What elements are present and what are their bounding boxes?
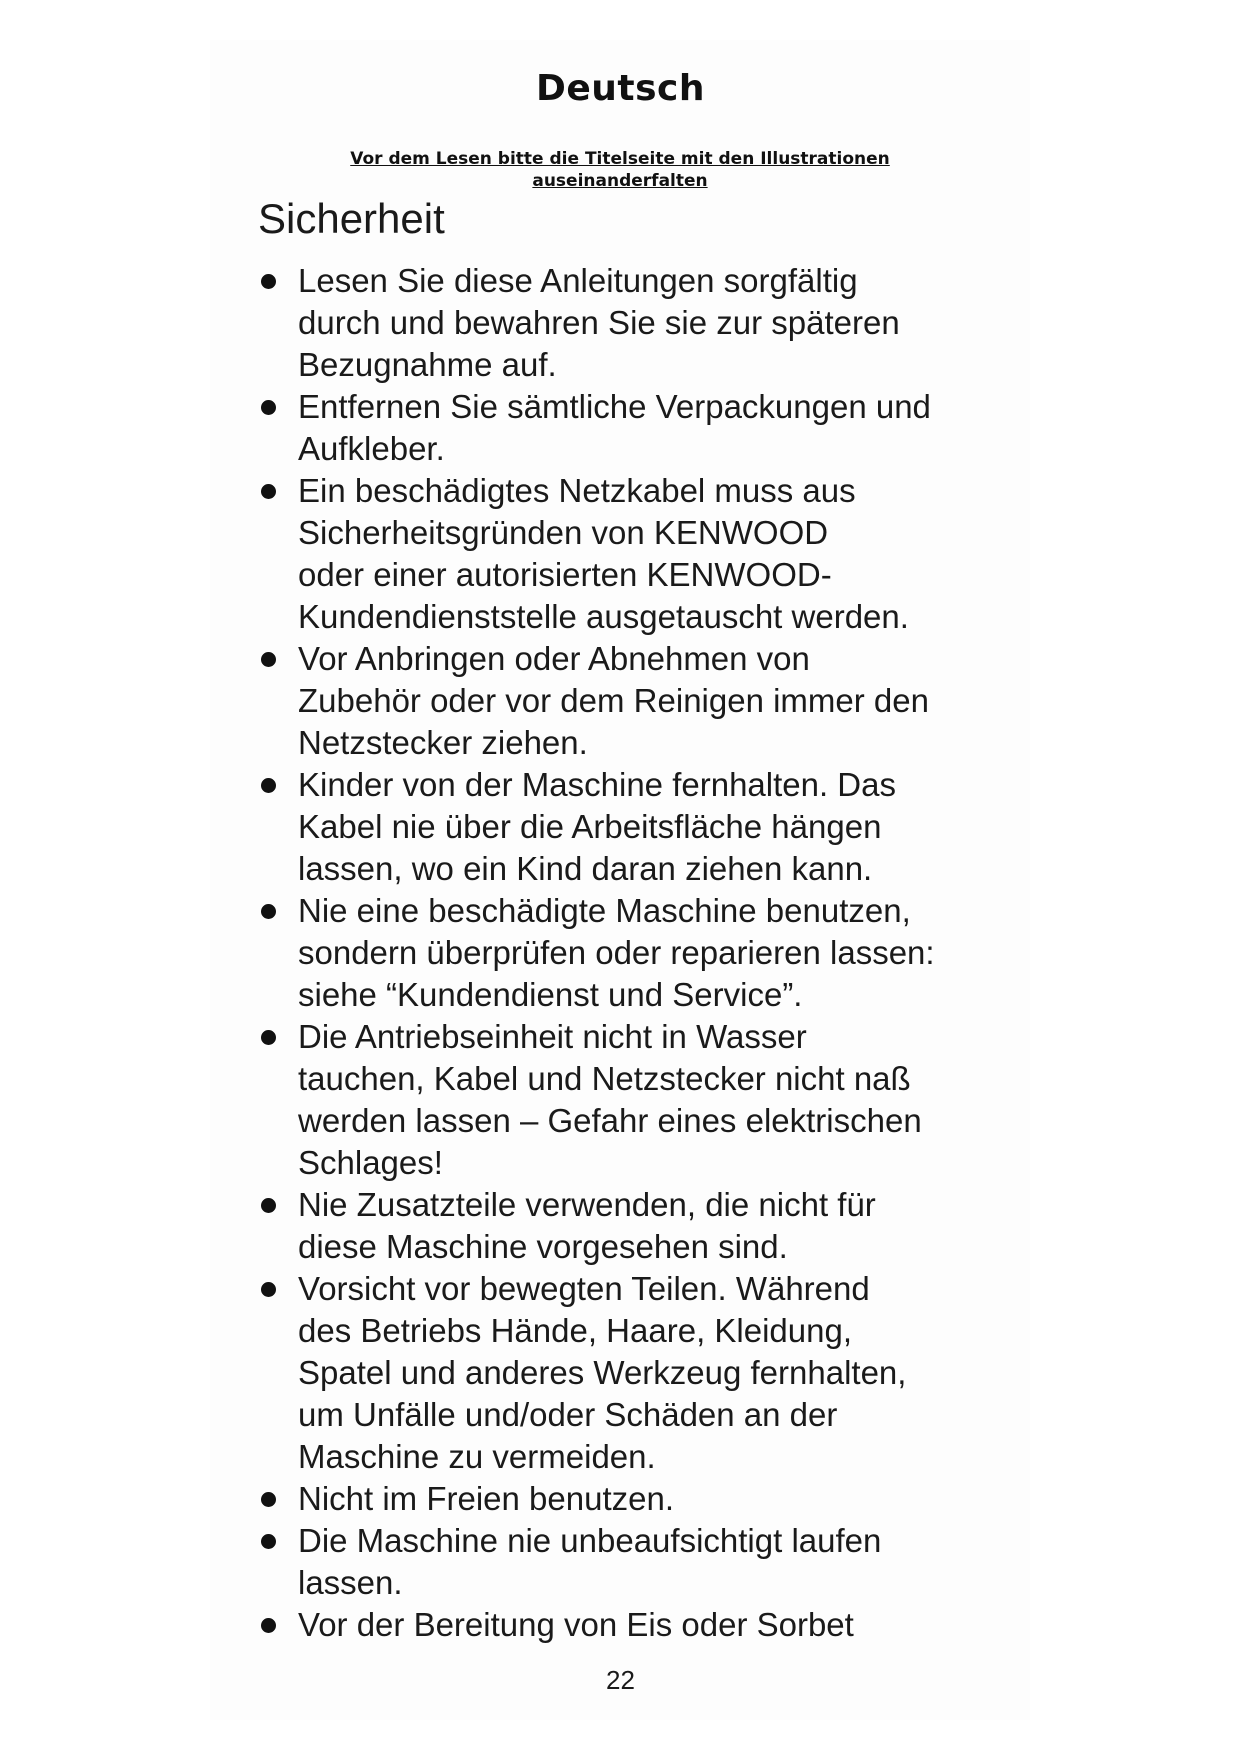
bullet-dot-icon — [261, 1030, 276, 1045]
safety-item — [258, 638, 1018, 764]
safety-item-line: Aufkleber. — [298, 430, 445, 467]
safety-item-line: tauchen, Kabel und Netzstecker nicht naß — [298, 1060, 911, 1097]
safety-item — [258, 1016, 1018, 1184]
safety-item-line: Kabel nie über die Arbeitsfläche hängen — [298, 808, 882, 845]
safety-item-line: Kundendienststelle ausgetauscht werden. — [298, 598, 909, 635]
page-number: 22 — [606, 1665, 635, 1695]
safety-item-line: Vor Anbringen oder Abnehmen von — [298, 640, 810, 677]
safety-item-line: Vorsicht vor bewegten Teilen. Während — [298, 1270, 870, 1307]
safety-item-line: des Betriebs Hände, Haare, Kleidung, — [298, 1312, 853, 1349]
safety-item — [258, 1478, 1018, 1520]
safety-item-line: Vor der Bereitung von Eis oder Sorbet — [298, 1606, 854, 1643]
bullet-dot-icon — [261, 778, 276, 793]
safety-item-line: Die Maschine nie unbeaufsichtigt laufen — [298, 1522, 882, 1559]
notice-line-1: Vor dem Lesen bitte die Titelseite mit den Illustrationen — [350, 149, 890, 169]
safety-item — [258, 764, 1018, 890]
safety-item-line: Kinder von der Maschine fernhalten. Das — [298, 766, 896, 803]
safety-item-line: lassen. — [298, 1564, 403, 1601]
safety-item-line: werden lassen – Gefahr eines elektrischen — [298, 1102, 922, 1139]
safety-item — [258, 1604, 1018, 1646]
safety-item-line: Ein beschädigtes Netzkabel muss aus — [298, 472, 856, 509]
safety-item-line: siehe “Kundendienst und Service”. — [298, 976, 803, 1013]
safety-item — [258, 1520, 1018, 1604]
safety-item — [258, 890, 1018, 1016]
language-heading: Deutsch — [535, 68, 706, 109]
safety-item-line: Netzstecker ziehen. — [298, 724, 588, 761]
safety-item-line: Lesen Sie diese Anleitungen sorgfältig — [298, 262, 858, 299]
section-title: Sicherheit — [258, 195, 445, 242]
safety-item-line: Sicherheitsgründen von KENWOOD — [298, 514, 829, 551]
safety-item-line: oder einer autorisierten KENWOOD- — [298, 556, 832, 593]
bullet-dot-icon — [261, 1492, 276, 1507]
safety-item-line: Die Antriebseinheit nicht in Wasser — [298, 1018, 807, 1055]
bullet-dot-icon — [261, 652, 276, 667]
bullet-dot-icon — [261, 400, 276, 415]
safety-item-line: Nicht im Freien benutzen. — [298, 1480, 675, 1517]
safety-item-line: diese Maschine vorgesehen sind. — [298, 1228, 788, 1265]
bullet-dot-icon — [261, 1534, 276, 1549]
safety-item-line: Spatel und anderes Werkzeug fernhalten, — [298, 1354, 907, 1391]
safety-item — [258, 1184, 1018, 1268]
safety-item — [258, 260, 1018, 386]
safety-item-line: Schlages! — [298, 1144, 443, 1181]
safety-item-line: Entfernen Sie sämtliche Verpackungen und — [298, 388, 931, 425]
safety-item — [258, 470, 1018, 638]
notice-line-2: auseinanderfalten — [532, 171, 708, 191]
safety-item-line: um Unfälle und/oder Schäden an der — [298, 1396, 838, 1433]
safety-item — [258, 1268, 1018, 1478]
safety-item-line: Nie Zusatzteile verwenden, die nicht für — [298, 1186, 876, 1223]
fold-out-notice — [320, 148, 920, 192]
bullet-dot-icon — [261, 484, 276, 499]
safety-item — [258, 386, 1018, 470]
safety-item-line: Bezugnahme auf. — [298, 346, 557, 383]
safety-item-line: Maschine zu vermeiden. — [298, 1438, 656, 1475]
bullet-dot-icon — [261, 274, 276, 289]
bullet-dot-icon — [261, 1198, 276, 1213]
safety-list — [258, 260, 1018, 1646]
bullet-dot-icon — [261, 1282, 276, 1297]
safety-item-line: sondern überprüfen oder reparieren lassen: — [298, 934, 935, 971]
safety-item-line: durch und bewahren Sie sie zur späteren — [298, 304, 900, 341]
safety-item-line: Zubehör oder vor dem Reinigen immer den — [298, 682, 929, 719]
safety-item-line: lassen, wo ein Kind daran ziehen kann. — [298, 850, 873, 887]
safety-item-line: Nie eine beschädigte Maschine benutzen, — [298, 892, 911, 929]
bullet-dot-icon — [261, 1618, 276, 1633]
bullet-dot-icon — [261, 904, 276, 919]
